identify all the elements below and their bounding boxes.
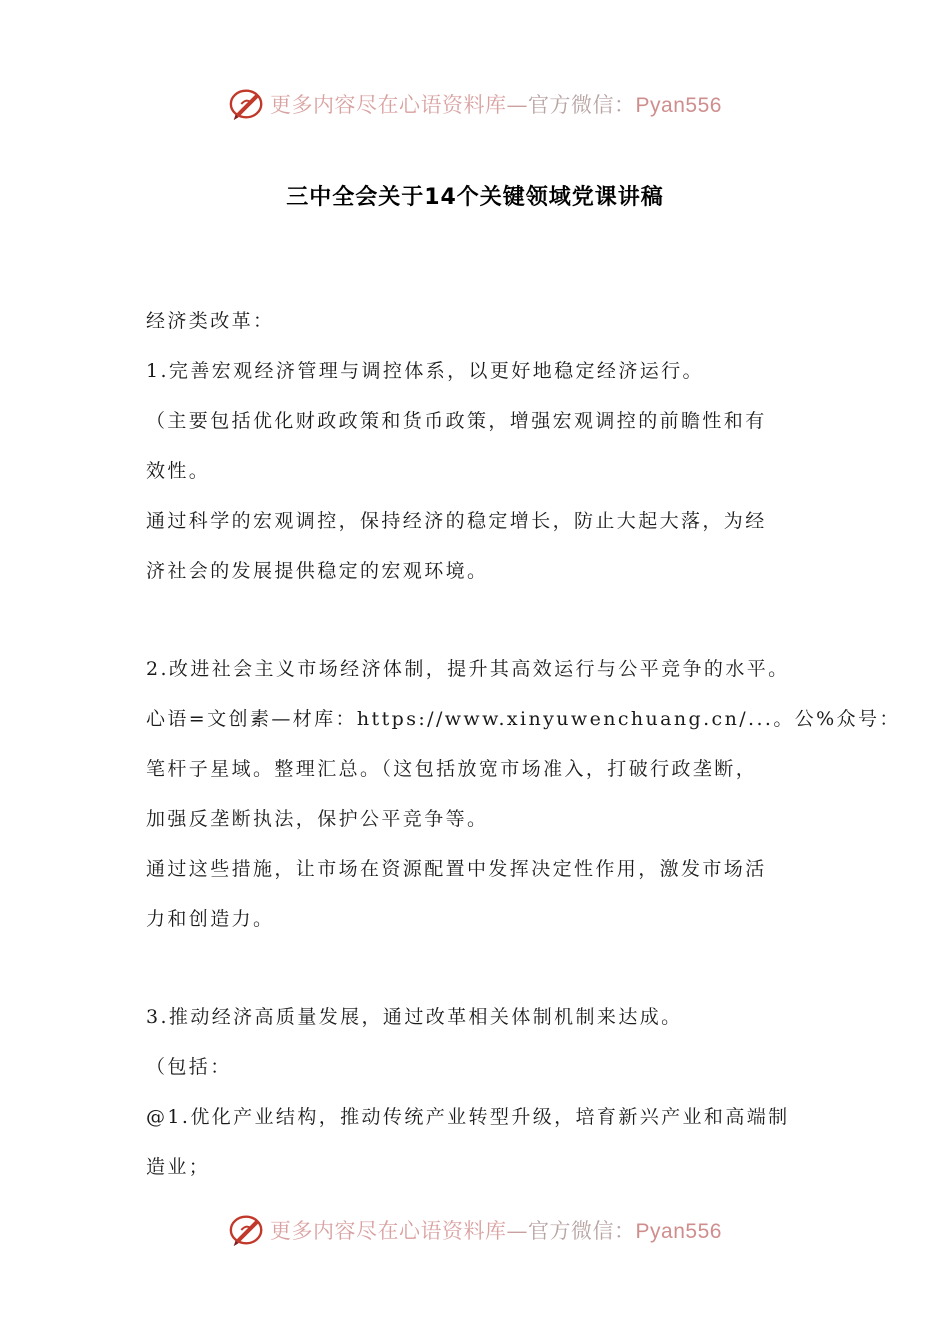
paragraph-line: 1.完善宏观经济管理与调控体系，以更好地稳定经济运行。 <box>146 360 704 382</box>
paragraph-line: 力和创造力。 <box>146 908 275 930</box>
document-body <box>146 296 901 1192</box>
paragraph-line: 3.推动经济高质量发展，通过改革相关体制机制来达成。 <box>146 1006 683 1028</box>
footer-banner <box>0 1208 950 1252</box>
paragraph-line: @1.优化产业结构，推动传统产业转型升级，培育新兴产业和高端制 <box>146 1106 790 1128</box>
banner-wechat-id: Pyan556 <box>635 1220 722 1243</box>
banner-site-text: 更多内容尽在心语资料库 <box>270 93 507 117</box>
banner-site-text: 更多内容尽在心语资料库 <box>270 1219 507 1243</box>
banner-wechat-id: Pyan556 <box>635 94 722 117</box>
watermark-line: 心语=文创素—材库：https://www.xinyuwenchuang.cn/...。公%众号： <box>146 708 901 730</box>
paragraph-line: 造业； <box>146 1156 211 1178</box>
section-heading: 经济类改革： <box>146 310 275 332</box>
paragraph-gap <box>146 596 826 644</box>
paragraph-line: （主要包括优化财政政策和货币政策，增强宏观调控的前瞻性和有 <box>146 410 767 432</box>
paragraph-gap <box>146 944 826 992</box>
paragraph-line: 笔杆子星域。整理汇总。（这包括放宽市场准入，打破行政垄断， <box>146 758 758 780</box>
header-banner <box>0 82 950 126</box>
banner-wechat-label: 官方微信： <box>528 93 636 117</box>
banner-separator: — <box>506 1219 529 1243</box>
paragraph-line: 效性。 <box>146 460 211 482</box>
banner-separator: — <box>506 93 529 117</box>
paragraph-line: 2.改进社会主义市场经济体制，提升其高效运行与公平竞争的水平。 <box>146 658 790 680</box>
pen-logo-icon <box>228 1211 266 1249</box>
paragraph-line: 通过科学的宏观调控，保持经济的稳定增长，防止大起大落，为经 <box>146 510 767 532</box>
paragraph-line: （包括： <box>146 1056 232 1078</box>
document-title: 三中全会关于14个关键领域党课讲稿 <box>286 185 664 210</box>
paragraph-line: 济社会的发展提供稳定的宏观环境。 <box>146 560 489 582</box>
paragraph-line: 通过这些措施，让市场在资源配置中发挥决定性作用，激发市场活 <box>146 858 767 880</box>
pen-logo-icon <box>228 85 266 123</box>
paragraph-line: 加强反垄断执法，保护公平竞争等。 <box>146 808 489 830</box>
banner-wechat-label: 官方微信： <box>528 1219 636 1243</box>
